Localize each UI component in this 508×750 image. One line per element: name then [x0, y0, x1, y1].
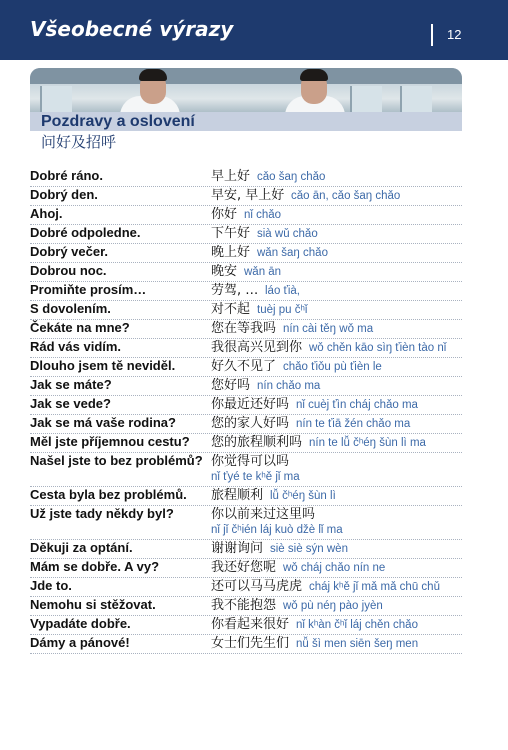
chinese-phrase: 谢谢询问	[211, 541, 264, 556]
phrase-row	[30, 301, 462, 320]
chinese-phrase: 劳驾, …	[211, 283, 259, 298]
czech-phrase: Našel jste to bez problémů?	[30, 453, 203, 468]
phrase-row	[30, 263, 462, 282]
czech-phrase: Vypadáte dobře.	[30, 616, 131, 631]
czech-phrase: Dobré ráno.	[30, 168, 103, 183]
czech-phrase: Čekáte na mne?	[30, 320, 130, 335]
phrase-row	[30, 434, 462, 453]
phrase-row	[30, 559, 462, 578]
phrase-row	[30, 377, 462, 396]
pinyin-transcription: nǐ ťyé te kʰě jǐ ma	[211, 471, 300, 483]
czech-phrase: Nemohu si stěžovat.	[30, 597, 156, 612]
phrase-row	[30, 415, 462, 434]
section-photo	[30, 68, 462, 112]
czech-phrase: Dobrý den.	[30, 187, 98, 202]
chinese-phrase: 早上好	[211, 169, 251, 184]
czech-phrase: Už jste tady někdy byl?	[30, 506, 174, 521]
pinyin-transcription: wǒ chěn kāo sìŋ ťièn tào nǐ	[309, 342, 447, 354]
czech-phrase: S dovolením.	[30, 301, 111, 316]
phrase-row	[30, 168, 462, 187]
phrase-row	[30, 187, 462, 206]
pinyin-transcription: cǎo ān, cǎo šaŋ chǎo	[291, 190, 401, 202]
pinyin-transcription: láo ťià,	[265, 285, 300, 297]
phrase-row	[30, 282, 462, 301]
chinese-phrase: 下午好	[211, 226, 251, 241]
chinese-phrase: 我很高兴见到你	[211, 340, 303, 355]
chinese-phrase: 您好吗	[211, 378, 251, 393]
section-title: Pozdravy a oslovení	[41, 113, 195, 130]
pinyin-transcription: cháj kʰě jǐ mǎ mǎ chū chǔ	[309, 581, 440, 593]
czech-phrase: Ahoj.	[30, 206, 63, 221]
chinese-phrase: 你好	[211, 207, 238, 222]
pinyin-transcription: lǚ čʰéŋ šùn lì	[270, 490, 336, 502]
photo-ceiling	[30, 68, 462, 84]
phrase-row	[30, 597, 462, 616]
pinyin-transcription: nǐ kʰàn čʰǐ láj chěn chǎo	[296, 619, 418, 631]
czech-phrase: Jak se má vaše rodina?	[30, 415, 176, 430]
czech-phrase: Cesta byla bez problémů.	[30, 487, 187, 502]
czech-phrase: Měl jste příjemnou cestu?	[30, 434, 190, 449]
pinyin-transcription: nín te ťiā žén chǎo ma	[296, 418, 411, 430]
czech-phrase: Jak se vede?	[30, 396, 111, 411]
photo-window	[40, 86, 72, 112]
pinyin-transcription: wǎn šaŋ chǎo	[257, 247, 328, 259]
chinese-phrase: 您的家人好吗	[211, 416, 290, 431]
chinese-phrase: 晚上好	[211, 245, 251, 260]
chinese-phrase: 您在等我吗	[211, 321, 277, 336]
phrase-row	[30, 506, 462, 540]
pinyin-transcription: nǐ cuèj ťìn cháj chǎo ma	[296, 399, 418, 411]
phrase-row	[30, 453, 462, 487]
phrase-row	[30, 206, 462, 225]
phrase-row	[30, 244, 462, 263]
pinyin-transcription: wǒ cháj chǎo nín ne	[283, 562, 386, 574]
czech-phrase: Dámy a pánové!	[30, 635, 130, 650]
chinese-phrase: 女士们先生们	[211, 636, 290, 651]
section-title-chinese: 问好及招呼	[41, 133, 117, 151]
phrase-row	[30, 320, 462, 339]
czech-phrase: Promiňte prosím…	[30, 282, 147, 297]
chinese-phrase: 还可以马马虎虎	[211, 579, 303, 594]
chinese-phrase: 晚安	[211, 264, 238, 279]
photo-window	[400, 86, 432, 112]
chinese-phrase: 你看起来很好	[211, 617, 290, 632]
pinyin-transcription: nǐ jǐ čʰién láj kuò džè lǐ ma	[211, 524, 343, 536]
czech-phrase: Dlouho jsem tě neviděl.	[30, 358, 176, 373]
phrase-row	[30, 358, 462, 377]
page-number: 12	[447, 27, 462, 42]
chinese-phrase: 你以前来过这里吗	[211, 507, 316, 522]
header-title: Všeobecné výrazy	[30, 17, 234, 41]
czech-phrase: Dobrý večer.	[30, 244, 109, 259]
chinese-phrase: 您的旅程顺利吗	[211, 435, 303, 450]
czech-phrase: Dobrou noc.	[30, 263, 107, 278]
phrase-row	[30, 578, 462, 597]
phrase-row	[30, 635, 462, 654]
chinese-phrase: 早安, 早上好	[211, 188, 285, 203]
phrase-row	[30, 339, 462, 358]
chinese-phrase: 旅程顺利	[211, 488, 264, 503]
phrase-row	[30, 225, 462, 244]
chinese-phrase: 好久不见了	[211, 359, 277, 374]
pinyin-transcription: chǎo ťiǒu pù ťièn le	[283, 361, 382, 373]
header-separator	[431, 24, 433, 46]
czech-phrase: Jak se máte?	[30, 377, 112, 392]
phrase-row	[30, 616, 462, 635]
photo-window	[350, 86, 382, 112]
chinese-phrase: 我还好您呢	[211, 560, 277, 575]
phrase-row	[30, 487, 462, 506]
pinyin-transcription: cǎo šaŋ chǎo	[257, 171, 326, 183]
chinese-phrase: 对不起	[211, 302, 251, 317]
chinese-phrase: 你觉得可以吗	[211, 454, 290, 469]
chinese-phrase: 我不能抱怨	[211, 598, 277, 613]
czech-phrase: Jde to.	[30, 578, 72, 593]
phrase-row	[30, 396, 462, 415]
phrase-row	[30, 540, 462, 559]
page-header	[0, 0, 508, 60]
pinyin-transcription: nín chǎo ma	[257, 380, 321, 392]
pinyin-transcription: nǐ chǎo	[244, 209, 282, 221]
pinyin-transcription: nín cài těŋ wǒ ma	[283, 323, 374, 335]
czech-phrase: Mám se dobře. A vy?	[30, 559, 160, 574]
pinyin-transcription: sià wǔ chǎo	[257, 228, 318, 240]
pinyin-transcription: nín te lǚ čʰéŋ šùn lì ma	[309, 437, 426, 449]
czech-phrase: Děkuji za optání.	[30, 540, 133, 555]
pinyin-transcription: nǚ šì men siēn šeŋ men	[296, 638, 419, 650]
czech-phrase: Dobré odpoledne.	[30, 225, 141, 240]
chinese-phrase: 你最近还好吗	[211, 397, 290, 412]
pinyin-transcription: wǒ pù néŋ pào jyèn	[283, 600, 383, 612]
czech-phrase: Rád vás vidím.	[30, 339, 122, 354]
pinyin-transcription: tuèj pu čʰǐ	[257, 304, 308, 316]
pinyin-transcription: wǎn ān	[244, 266, 282, 278]
pinyin-transcription: siè siè sýn wèn	[270, 543, 348, 555]
